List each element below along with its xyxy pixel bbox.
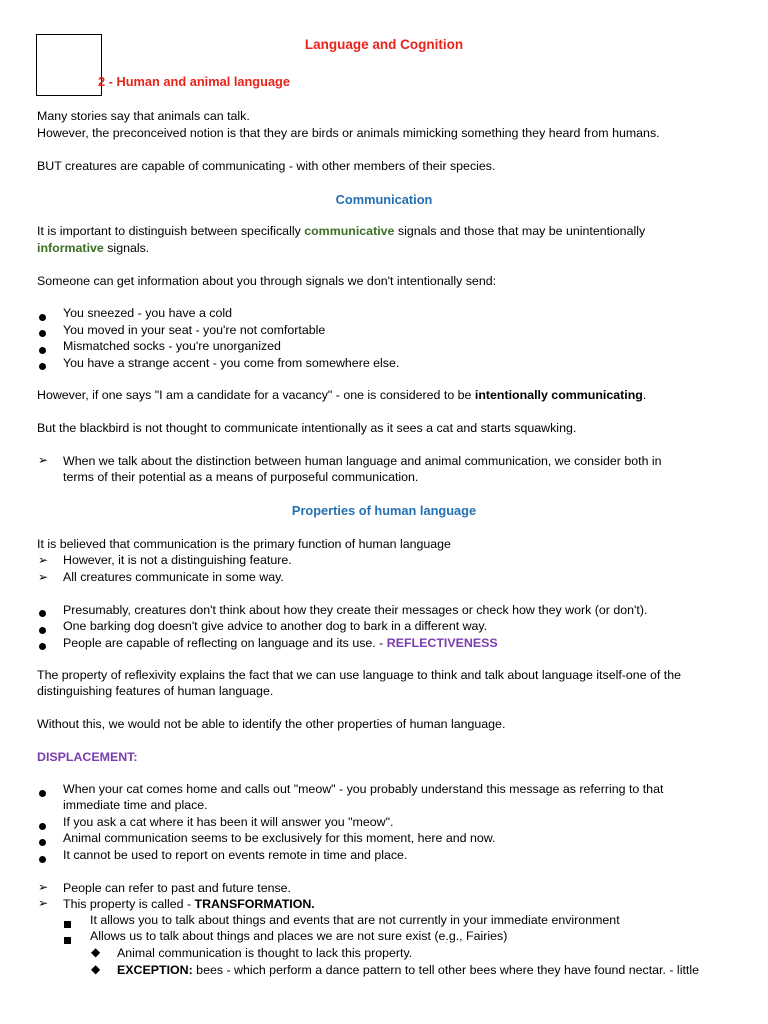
list-item: When we talk about the distinction between human language and animal communication, we consider both in	[63, 454, 662, 468]
section-heading: 2 - Human and animal language	[98, 74, 290, 89]
list-item: People can refer to past and future tense.	[63, 881, 291, 895]
arrow-bullet-icon: ➢	[38, 880, 49, 894]
diamond-bullet-icon: ◆	[91, 962, 101, 976]
paragraph: However, if one says "I am a candidate for a vacancy" - one is considered to be intentionally communicating.	[37, 388, 647, 402]
bullet-dot-icon	[39, 309, 46, 325]
list-item: One barking dog doesn't give advice to another dog to bark in a different way.	[63, 619, 488, 633]
highlight-communicative: communicative	[304, 224, 395, 238]
list-item: However, it is not a distinguishing feature.	[63, 553, 292, 567]
reflectiveness-label: REFLECTIVENESS	[386, 636, 498, 650]
square-bullet-icon	[64, 932, 71, 948]
arrow-bullet-icon: ➢	[38, 553, 49, 567]
paragraph: Without this, we would not be able to identify the other properties of human language.	[37, 717, 506, 731]
intro-line: Many stories say that animals can talk.	[37, 109, 250, 123]
list-item: People are capable of reflecting on language and its use. - REFLECTIVENESS	[63, 636, 498, 650]
list-item: You moved in your seat - you're not comfortable	[63, 323, 326, 337]
list-item: It allows you to talk about things and events that are not currently in your immediate environment	[90, 913, 620, 927]
bullet-dot-icon	[39, 325, 46, 341]
list-item: Animal communication is thought to lack this property.	[117, 946, 413, 960]
list-item: It cannot be used to report on events remote in time and place.	[63, 848, 408, 862]
bullet-dot-icon	[39, 605, 46, 621]
arrow-bullet-icon: ➢	[38, 453, 49, 467]
diamond-bullet-icon: ◆	[91, 945, 101, 959]
bullet-dot-icon	[39, 638, 46, 654]
list-item: Presumably, creatures don't think about how they create their messages or check how they work (or don't).	[63, 603, 648, 617]
bullet-dot-icon	[39, 785, 46, 801]
properties-heading: Properties of human language	[291, 503, 477, 518]
intro-line: BUT creatures are capable of communicating - with other members of their species.	[37, 159, 496, 173]
list-item: This property is called - TRANSFORMATION.	[63, 897, 315, 911]
arrow-bullet-icon: ➢	[38, 896, 49, 910]
bullet-dot-icon	[39, 622, 46, 638]
paragraph: distinguishing features of human language.	[37, 684, 274, 698]
paragraph: The property of reflexivity explains the fact that we can use language to think and talk about language itself-one of the	[37, 668, 682, 682]
list-item: Allows us to talk about things and places we are not sure exist (e.g., Fairies)	[90, 929, 508, 943]
paragraph: informative signals.	[37, 241, 150, 255]
arrow-bullet-icon: ➢	[38, 570, 49, 584]
paragraph: Someone can get information about you through signals we don't intentionally send:	[37, 274, 497, 288]
bullet-dot-icon	[39, 342, 46, 358]
displacement-heading: DISPLACEMENT:	[37, 750, 138, 764]
list-item: You have a strange accent - you come from somewhere else.	[63, 356, 400, 370]
list-item: When your cat comes home and calls out "meow" - you probably understand this message as referring to that	[63, 782, 664, 796]
paragraph: But the blackbird is not thought to communicate intentionally as it sees a cat and starts squawking.	[37, 421, 577, 435]
bullet-dot-icon	[39, 851, 46, 867]
list-item: If you ask a cat where it has been it will answer you "meow".	[63, 815, 394, 829]
bullet-dot-icon	[39, 834, 46, 850]
paragraph: It is believed that communication is the primary function of human language	[37, 537, 451, 551]
transformation-label: TRANSFORMATION.	[194, 897, 315, 911]
bullet-dot-icon	[39, 818, 46, 834]
highlight-informative: informative	[37, 241, 104, 255]
list-item: EXCEPTION: bees - which perform a dance pattern to tell other bees where they have found nectar. - little	[117, 963, 699, 977]
intro-line: However, the preconceived notion is that they are birds or animals mimicking something they heard from humans.	[37, 126, 660, 140]
list-item: terms of their potential as a means of purposeful communication.	[63, 470, 419, 484]
list-item: immediate time and place.	[63, 798, 208, 812]
list-item: You sneezed - you have a cold	[63, 306, 233, 320]
list-item: Animal communication seems to be exclusively for this moment, here and now.	[63, 831, 496, 845]
square-bullet-icon	[64, 916, 71, 932]
document-title: Language and Cognition	[304, 37, 464, 52]
bullet-dot-icon	[39, 358, 46, 374]
list-item: All creatures communicate in some way.	[63, 570, 284, 584]
communication-heading: Communication	[335, 192, 433, 207]
paragraph: It is important to distinguish between specifically communicative signals and those that may be unintentionally	[37, 224, 646, 238]
list-item: Mismatched socks - you're unorganized	[63, 339, 281, 353]
